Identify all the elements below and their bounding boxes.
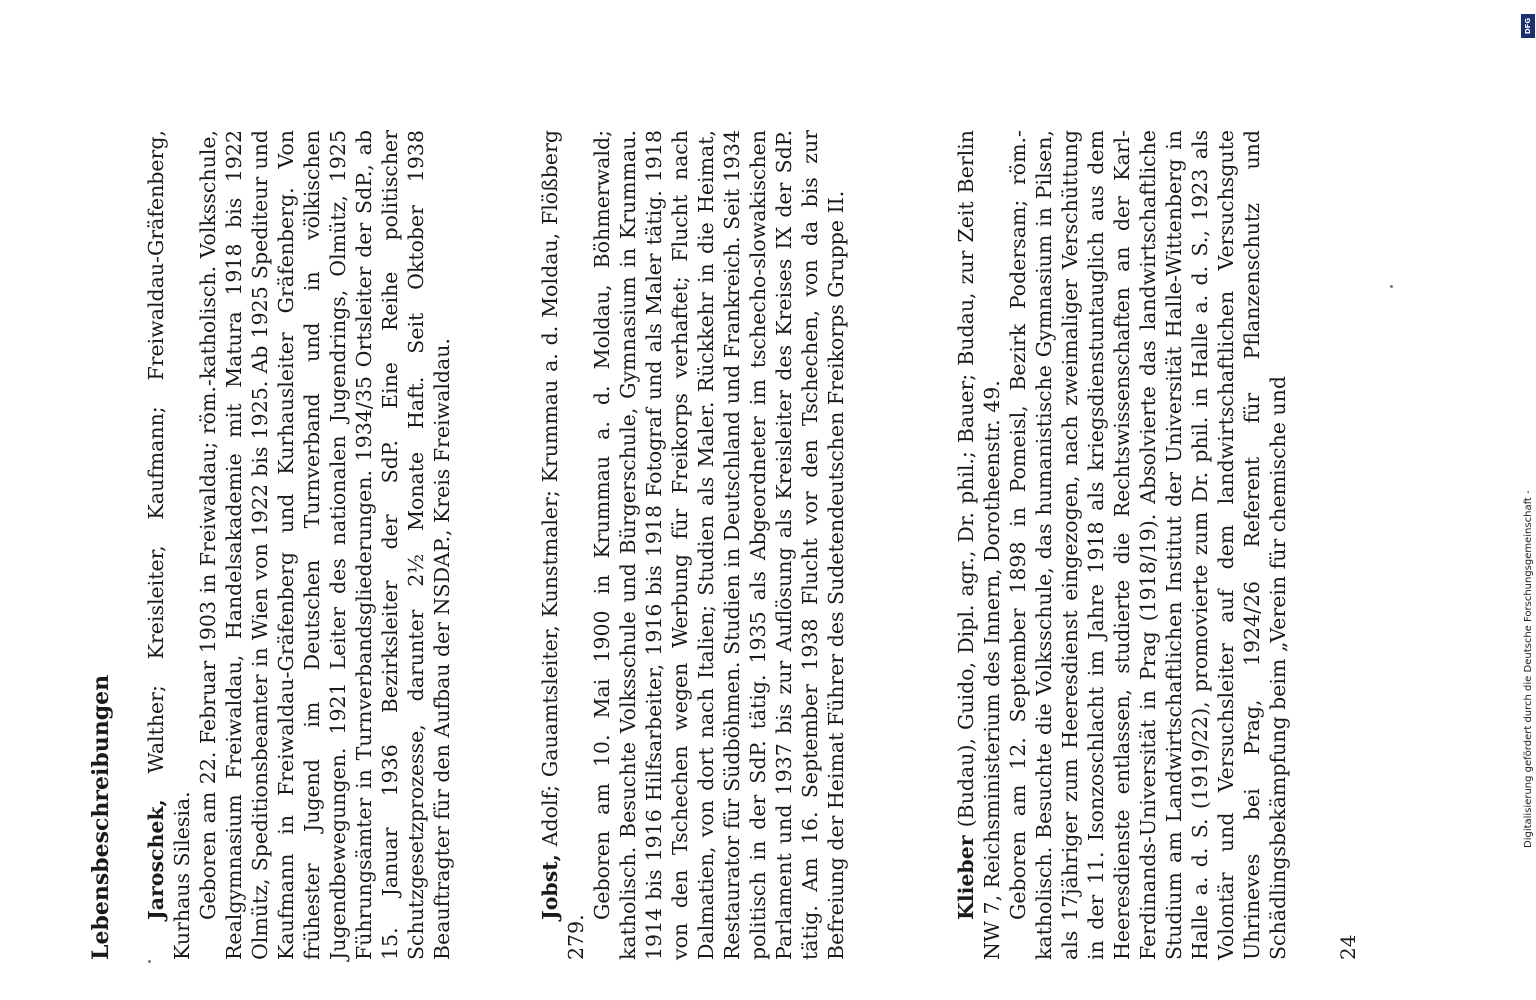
entry-intro: Walther; Kreisleiter, Kaufmann; Freiwaldau-Gräfenberg, Kurhaus Silesia. — [144, 130, 194, 960]
page-number: 24 — [1336, 934, 1360, 960]
entry-name: Klieber — [954, 835, 978, 920]
paper-speck — [148, 960, 151, 963]
section-heading: Lebensbeschreibungen — [88, 674, 114, 960]
entry-body: Geboren am 12. September 1898 in Pomeisl, Bezirk Podersam; röm.-katholisch. Besuchte die Volksschule, das humanistische Gymnasium in Pilsen, als 17jähriger zum Heeresdienst eingezogen, nach zweimaliger Verschüttung in der 11. Isonzoschlacht im Jahre 1918 als kriegsdienstuntauglich aus dem Heeresdienste entlassen, studierte die Rechtswissenschaften an der Karl-Ferdinands-Universität in Prag (1918/19). Absolvierte das landwirtschaftliche Studium am Landwirtschaftlichen Institut der Universität Halle-Wittenberg in Halle a. d. S. (1919/22), promovierte zum Dr. phil. in Halle a. d. S., 1923 als Volontär und Versuchsleiter auf dem landwirtschaftlichen Versuchsgute Uhrineves bei Prag, 1924/26 Referent für Pflanzenschutz und Schädlingsbekämpfung beim „Verein für chemische und — [1006, 130, 1290, 960]
digitization-note: Digitalisierung gefördert durch die Deutsche Forschungsgemeinschaft - — [1523, 490, 1534, 848]
biography-entry-jaroschek — [143, 130, 455, 960]
entry-body: Geboren am 10. Mai 1900 in Krummau a. d. Moldau, Böhmerwald; katholisch. Besuchte Volksschule und Bürgerschule, Gymnasium in Krummau. 1914 bis 1916 Hilfsarbeiter, 1916 bis 1918 Fotograf und als Maler tätig. 1918 von den Tschechen wegen Werbung für Freikorps verhaftet; Flucht nach Dalmatien, von dort nach Italien; Studien als Maler. Rückkehr in die Heimat, Restaurator für Südböhmen. Studien in Deutschland und Frankreich. Seit 1934 politisch in der SdP. tätig. 1935 als Abgeordneter im tschecho-slowakischen Parlament und 1937 bis zur Auflösung als Kreisleiter des Kreises IX der SdP. tätig. Am 16. September 1938 Flucht vor den Tschechen, von da bis zur Befreiung der Heimat Führer des Sudetendeutschen Freikorps Gruppe II. — [590, 130, 848, 960]
rotated-page — [85, 40, 1385, 960]
paper-speck — [1390, 285, 1393, 288]
entry-body: Geboren am 22. Februar 1903 in Freiwaldau; röm.-katholisch. Volksschule, Realgymnasium Freiwaldau, Handelsakademie mit Matura 1918 bis 1922 Olmütz, Speditionsbeamter in Wien von 1922 bis 1925. Ab 1925 Spediteur und Kaufmann in Freiwaldau-Gräfenberg und Kurhausleiter Gräfenberg. Von frühester Jugend im Deutschen Turnverband und in völkischen Jugendbewegungen. 1921 Leiter des nationalen Jugendrings, Olmütz, 1925 Führungsämter in Turnverbandsgliederungen. 1934/35 Ortsleiter der SdP., ab 15. Januar 1936 Bezirksleiter der SdP. Eine Reihe politischer Schutzgesetzprozesse, darunter 2½ Monate Haft. Seit Oktober 1938 Beauftragter für den Aufbau der NSDAP., Kreis Freiwaldau. — [196, 130, 454, 960]
biography-entry-jobst — [537, 130, 849, 960]
biography-entry-klieber — [953, 130, 1291, 960]
entry-name: Jaroschek, — [144, 799, 168, 920]
entry-intro: Adolf; Gauamtsleiter, Kunstmaler; Krummau a. d. Moldau, Flößberg 279. — [538, 130, 588, 960]
entry-name: Jobst, — [538, 854, 562, 920]
dfg-logo — [1521, 14, 1535, 38]
dfg-logo-text: DFG — [1524, 17, 1532, 35]
entry-intro: (Budau), Guido, Dipl. agr., Dr. phil.; Bauer; Budau, zur Zeit Berlin NW 7, Reichsministerium des Innern, Dorotheenstr. 49. — [954, 130, 1004, 960]
